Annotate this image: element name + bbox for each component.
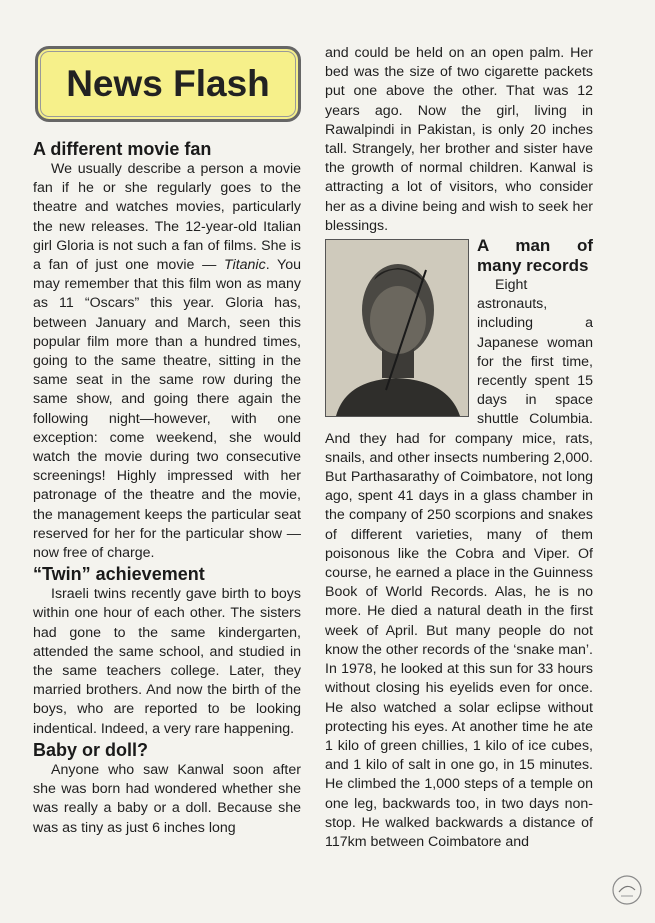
records-heading: A man of many records xyxy=(477,236,593,276)
right-column xyxy=(325,44,593,852)
twin-heading: “Twin” achievement xyxy=(33,564,205,585)
banner-title: News Flash xyxy=(66,63,270,104)
records-body: Eight astronauts, including a Japanese woman for the first time, recently spent 15 days in space shuttle Columbia. And they had for company mice, rats, snails, and other insects numbering 2,000. But Parthasarathy of Coimbatore, not long ago, spent 41 days in a glass chamber in the company of 250 scorpions and snakes of different varieties, many of them poisonous like the Cobra and Viper. Of course, he earned a place in the Guinness Book of World Records. Alas, he is no more. He died a natural death in the first week of April. But many people do not know the other records of the ‘snake man’. In 1978, he looked at this sun for 33 hours without closing his eyelids even for once. He also watched a solar eclipse without protecting his eyes. At another time he ate 1 kilo of green chillies, 1 kilo of ice cubes, and 1 kilo of salt in one go, in 15 minutes. He climbed the 1,000 steps of a temple on one leg, backwards too, in two days non-stop. He walked backwards a distance of 117km between Coimbatore and xyxy=(325,277,593,850)
left-column xyxy=(33,138,301,838)
records-article xyxy=(325,236,593,852)
corner-stamp-icon xyxy=(611,874,643,906)
portrait-photo xyxy=(325,239,469,417)
news-flash-banner xyxy=(35,46,301,122)
movie-title: Titanic xyxy=(224,257,266,274)
movie-fan-body xyxy=(33,160,301,563)
doll-body-right: and could be held on an open palm. Her bed was the size of two cigarette packets put one above the other. That was 12 years ago. Now the girl, living in Rawalpindi in Pakistan, is only 20 inches tall. Strangely, her brother and sister have the growth of normal children. Kanwal is attracting a lot of visitors, who consider her as a divine being and wish to seek her blessings. xyxy=(325,45,593,234)
movie-fan-heading: A different movie fan xyxy=(33,139,212,159)
doll-body-left: Anyone who saw Kanwal soon after she was born had wondered whether she was really a baby or a doll. Because she was as tiny as just 6 inches long xyxy=(33,761,301,836)
movie-fan-text-a: We usually describe a person a movie fan if he or she regularly goes to the theatre and watches movies, particularly the new releases. The 12-year-old Italian girl Gloria is not such a fan of films. She is a fan of just one movie — xyxy=(33,161,301,274)
movie-fan-text-b: . You may remember that this film won as many as 11 “Oscars” this year. Gloria has, between January and March, seen this popular film more than a hundred times, going to the same theatre, sitting in the same seat in the same row during the same show, and going there again the following night—however, with one exception: come weekend, she would watch the movie during two consecutive screenings! Highly impressed with her patronage of the theatre and the movie, the management keeps the particular seat reserved for her for the particular show —now free of charge. xyxy=(33,257,301,562)
twin-body: Israeli twins recently gave birth to boys within one hour of each other. The sisters had gone to the same kindergarten, attended the same school, and studied in the same teachers college. Later, they married brothers. And now the birth of the boys, who are reported to be looking indentical. Indeed, a very rare happening. xyxy=(33,586,301,737)
doll-heading: Baby or doll? xyxy=(33,739,149,760)
